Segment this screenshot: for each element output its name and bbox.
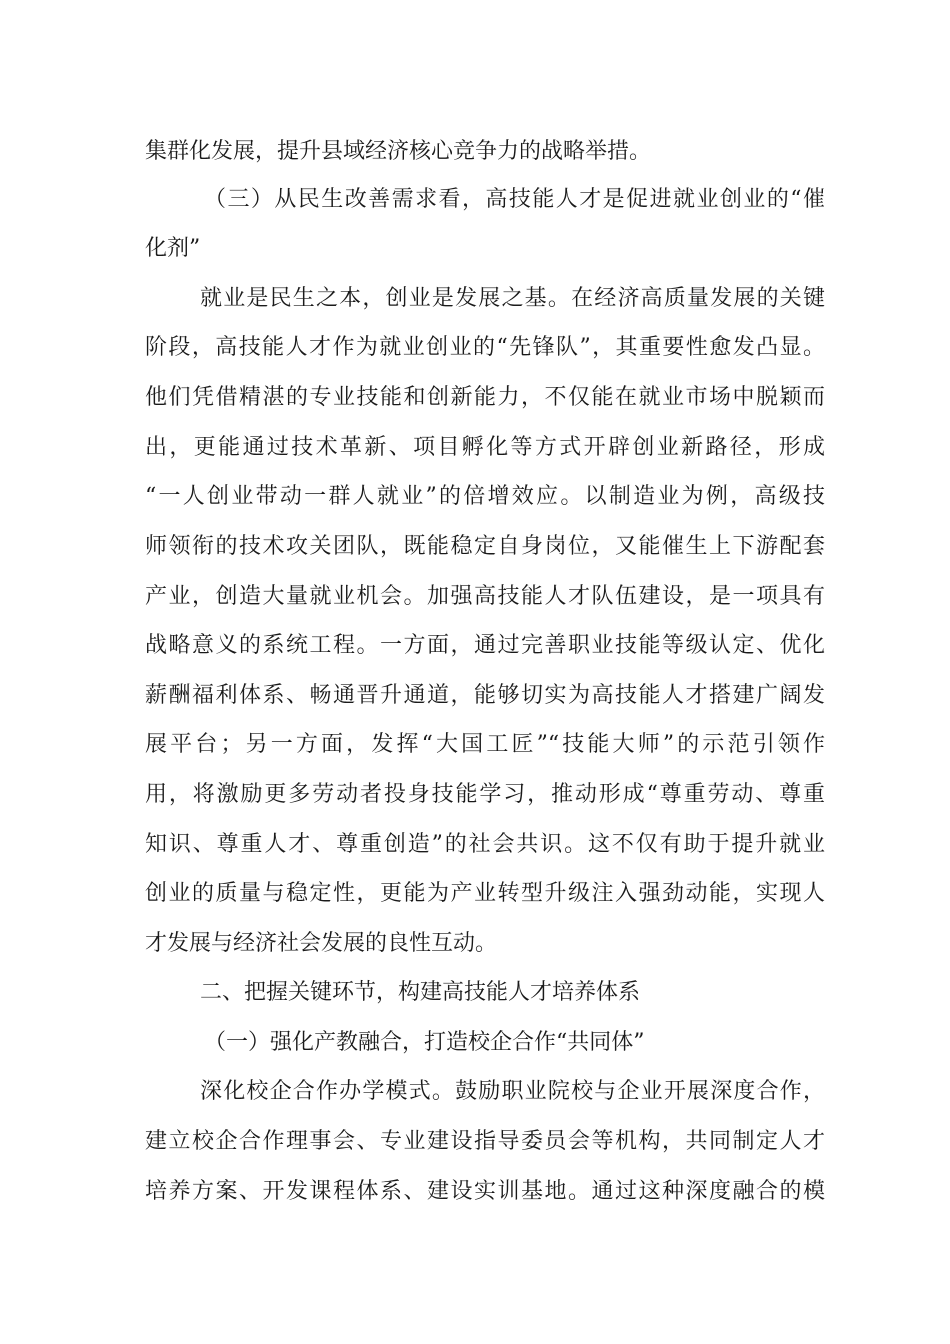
para1-line: 创业的质量与稳定性，更能为产业转型升级注入强劲动能，实现人 — [145, 881, 825, 906]
para1-line: 产业，创造大量就业机会。加强高技能人才队伍建设，是一项具有 — [145, 584, 825, 609]
para1-line: 展平台；另一方面，发挥“大国工匠”“技能大师”的示范引领作 — [145, 732, 825, 757]
para1-line: “一人创业带动一群人就业”的倍增效应。以制造业为例，高级技 — [145, 484, 825, 509]
para1-line: 就业是民生之本，创业是发展之基。在经济高质量发展的关键 — [200, 286, 825, 311]
section-2-heading: 二、把握关键环节，构建高技能人才培养体系 — [200, 980, 641, 1005]
intro-tail-line: 集群化发展，提升县域经济核心竞争力的战略举措。 — [145, 139, 652, 164]
para1-line: 阶段，高技能人才作为就业创业的“先锋队”，其重要性愈发凸显。 — [145, 335, 825, 360]
heading-3-line-1: （三）从民生改善需求看，高技能人才是促进就业创业的“催 — [204, 187, 825, 212]
para1-line: 才发展与经济社会发展的良性互动。 — [145, 931, 498, 956]
subheading-1: （一）强化产教融合，打造校企合作“共同体” — [204, 1030, 645, 1055]
para1-line: 用，将激励更多劳动者投身技能学习，推动形成“尊重劳动、尊重 — [145, 782, 825, 807]
para1-line: 他们凭借精湛的专业技能和创新能力，不仅能在就业市场中脱颖而 — [145, 385, 825, 410]
para1-line: 战略意义的系统工程。一方面，通过完善职业技能等级认定、优化 — [145, 633, 825, 658]
para2-line: 建立校企合作理事会、专业建设指导委员会等机构，共同制定人才 — [145, 1129, 825, 1154]
para1-line: 薪酬福利体系、畅通晋升通道，能够切实为高技能人才搭建广阔发 — [145, 683, 825, 708]
para1-line: 知识、尊重人才、尊重创造”的社会共识。这不仅有助于提升就业 — [145, 832, 825, 857]
para1-line: 出，更能通过技术革新、项目孵化等方式开辟创业新路径，形成 — [145, 435, 825, 460]
para1-line: 师领衔的技术攻关团队，既能稳定自身岗位，又能催生上下游配套 — [145, 534, 825, 559]
para2-line: 培养方案、开发课程体系、建设实训基地。通过这种深度融合的模 — [145, 1179, 825, 1204]
para2-line: 深化校企合作办学模式。鼓励职业院校与企业开展深度合作， — [200, 1079, 825, 1104]
heading-3-line-2: 化剂” — [145, 236, 201, 261]
